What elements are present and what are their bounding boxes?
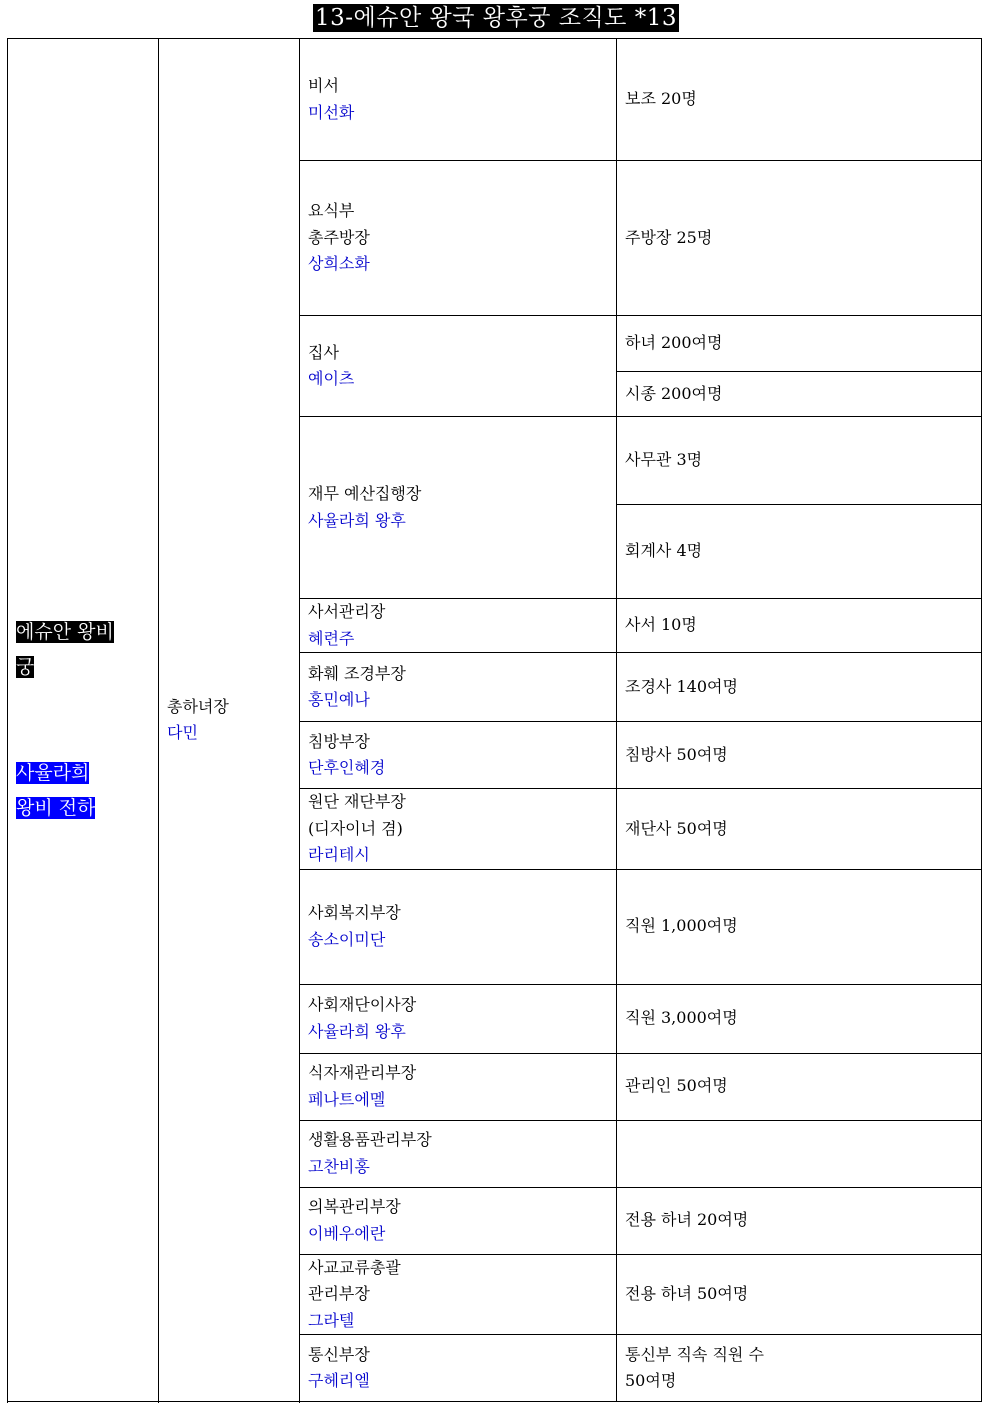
dept-head-name: 사율라희 왕후: [308, 510, 406, 530]
dept-title: 통신부장: [308, 1344, 370, 1364]
staff-count: 재단사 50여명: [625, 818, 728, 838]
staff-count: 50여명: [625, 1371, 677, 1390]
staff-cell: [617, 417, 982, 505]
dept-title: 총주방장: [308, 227, 370, 247]
staff-cell: [617, 1120, 982, 1187]
dept-head-name: 상희소화: [308, 254, 370, 274]
dept-title: (디자이너 겸): [308, 818, 403, 838]
dept-title: 사서관리장: [308, 602, 386, 621]
staff-count: 침방사 50여명: [625, 744, 728, 764]
dept-title: 사회복지부장: [308, 903, 401, 922]
palace-head-line2: 왕비 전하: [16, 796, 96, 819]
dept-head-name: 구헤리엘: [308, 1371, 370, 1390]
staff-cell: [617, 1053, 982, 1120]
dept-head-name: 송소이미단: [308, 929, 386, 949]
staff-cell: [617, 161, 982, 316]
staff-count: 사서 10명: [625, 615, 697, 635]
chief-cell: [159, 39, 300, 1402]
dept-cell: [300, 161, 617, 316]
staff-cell: [617, 1335, 982, 1402]
staff-cell: [617, 316, 982, 372]
dept-title: 비서: [308, 76, 339, 95]
dept-title: 요식부: [308, 201, 355, 221]
staff-count: 시종 200여명: [625, 383, 723, 403]
dept-head-name: 라리테시: [308, 845, 370, 864]
dept-cell: [300, 316, 617, 417]
dept-cell: [300, 1254, 617, 1335]
dept-head-name: 혜련주: [308, 628, 355, 648]
dept-head-name: 이베우에란: [308, 1223, 386, 1243]
staff-cell: [617, 869, 982, 984]
dept-head-name: 사율라희 왕후: [308, 1021, 406, 1041]
dept-head-name: 고찬비홍: [308, 1156, 370, 1176]
dept-head-name: 단후인혜경: [308, 758, 386, 777]
dept-title: 사회재단이사장: [308, 995, 417, 1014]
dept-title: 사교교류총괄: [308, 1257, 401, 1277]
dept-cell: [300, 39, 617, 161]
palace-name-line1: 에슈안 왕비: [16, 620, 114, 643]
staff-count: 조경사 140여명: [625, 676, 738, 696]
title-bar: [0, 4, 992, 32]
staff-count: 관리인 50여명: [625, 1076, 728, 1096]
dept-cell: [300, 1187, 617, 1254]
dept-cell: [300, 984, 617, 1053]
dept-head-name: 홍민예나: [308, 690, 370, 709]
staff-cell: [617, 1187, 982, 1254]
staff-cell: [617, 505, 982, 599]
staff-cell: [617, 722, 982, 789]
dept-title: 의복관리부장: [308, 1197, 401, 1216]
dept-cell: [300, 789, 617, 870]
staff-cell: [617, 39, 982, 161]
staff-cell: [617, 1254, 982, 1335]
palace-head-line1: 사율라희: [16, 761, 90, 784]
dept-head-name: 페나트에멜: [308, 1089, 386, 1109]
dept-head-name: 예이츠: [308, 369, 355, 388]
dept-title: 생활용품관리부장: [308, 1130, 432, 1149]
staff-count: 직원 3,000여명: [625, 1008, 738, 1028]
dept-title: 원단 재단부장: [308, 792, 406, 811]
dept-head-name: 그라텔: [308, 1310, 355, 1330]
palace-name: [16, 615, 150, 685]
dept-title: 침방부장: [308, 731, 370, 751]
dept-cell: [300, 722, 617, 789]
staff-cell: [617, 789, 982, 870]
staff-cell: [617, 984, 982, 1053]
dept-title: 식자재관리부장: [308, 1063, 417, 1082]
staff-count: 전용 하녀 50여명: [625, 1284, 749, 1303]
palace-name-line2: 궁: [16, 655, 35, 678]
dept-cell: [300, 653, 617, 722]
page-title: 13-에슈안 왕국 왕후궁 조직도 *13: [315, 5, 677, 31]
staff-cell: [617, 599, 982, 653]
staff-cell: [617, 653, 982, 722]
staff-count: 전용 하녀 20여명: [625, 1210, 749, 1230]
palace-cell: [8, 39, 159, 1402]
staff-count: 보조 20명: [625, 89, 697, 109]
palace-head: [16, 756, 150, 826]
staff-count: 직원 1,000여명: [625, 916, 738, 936]
dept-head-name: 미선화: [308, 102, 355, 122]
dept-cell: [300, 417, 617, 599]
chief-title: 총하녀장: [167, 696, 229, 716]
table-row: [8, 39, 982, 161]
dept-title: 관리부장: [308, 1284, 370, 1303]
dept-cell: [300, 1053, 617, 1120]
dept-title: 재무 예산집행장: [308, 484, 422, 503]
dept-title: 화훼 조경부장: [308, 663, 406, 683]
staff-count: 주방장 25명: [625, 227, 713, 247]
staff-cell: [617, 372, 982, 417]
dept-cell: [300, 1120, 617, 1187]
staff-count: 통신부 직속 직원 수: [625, 1344, 764, 1364]
staff-count: 회계사 4명: [625, 541, 703, 561]
dept-cell: [300, 869, 617, 984]
dept-title: 집사: [308, 342, 339, 362]
dept-cell: [300, 599, 617, 653]
org-chart-table: [7, 38, 982, 1402]
staff-count: 하녀 200여명: [625, 333, 723, 353]
chief-name: 다민: [167, 723, 198, 742]
dept-cell: [300, 1335, 617, 1402]
staff-count: 사무관 3명: [625, 450, 703, 470]
